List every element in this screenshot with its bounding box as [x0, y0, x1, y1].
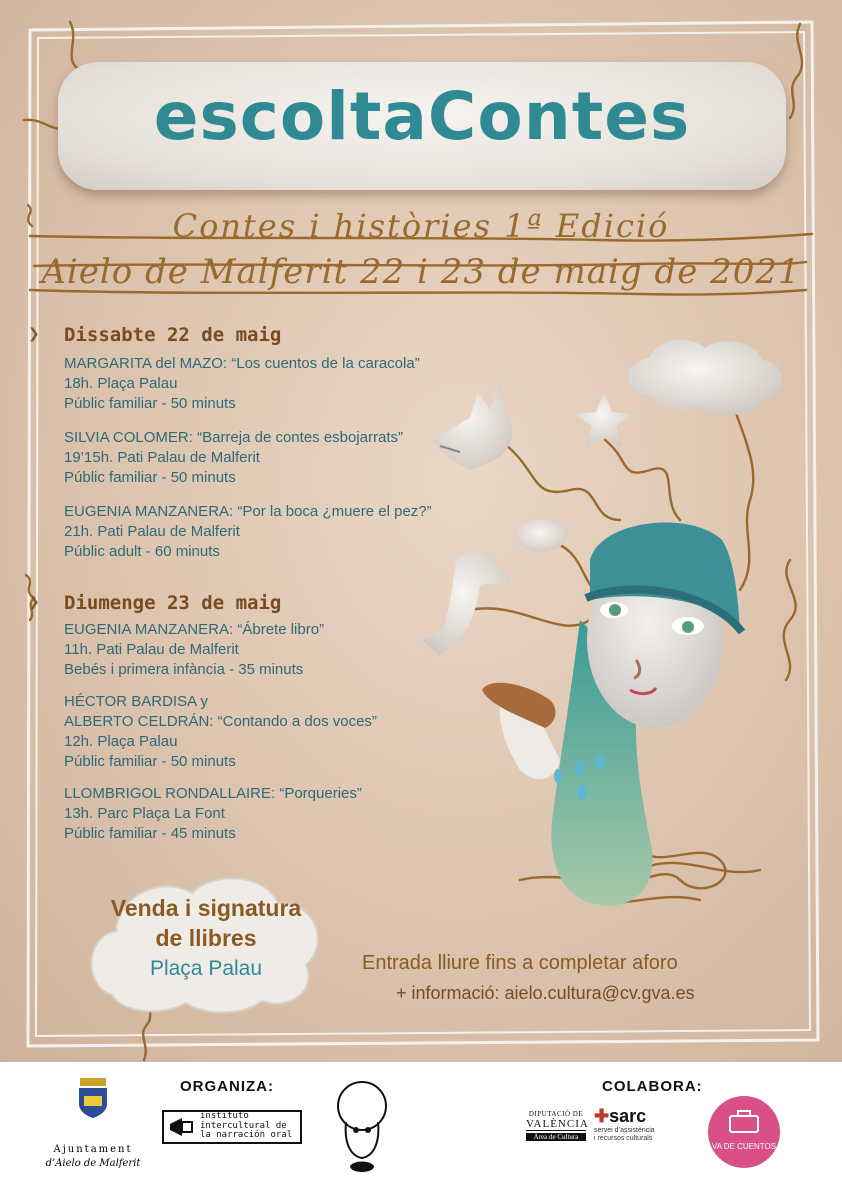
event-title: ALBERTO CELDRÁN: “Contando a dos voces” — [64, 713, 377, 730]
event-audience: Públic familiar - 50 minuts — [64, 469, 236, 486]
event-audience: Públic familiar - 50 minuts — [64, 753, 236, 770]
instituto-line2: intercultural de — [200, 1120, 287, 1131]
event-item — [64, 692, 377, 772]
bottle-icon — [482, 683, 555, 728]
poster-subtitle-place-date: Aielo de Malferit 22 i 23 de maig de 2021 — [41, 252, 801, 292]
suitcase-icon — [728, 1108, 760, 1134]
character-hand — [500, 696, 560, 779]
character-hat — [590, 523, 740, 630]
title-plaque — [58, 62, 786, 190]
event-audience: Públic familiar - 45 minuts — [64, 825, 236, 842]
seashell-icon — [516, 520, 568, 552]
ajuntament-line1: Ajuntament — [53, 1144, 133, 1155]
event-title: EUGENIA MANZANERA: “Ábrete libro” — [64, 621, 325, 638]
coat-of-arms-icon — [76, 1076, 110, 1120]
event-audience: Bebés i primera infància - 35 minuts — [64, 661, 304, 678]
event-time-place: 19’15h. Pati Palau de Malferit — [64, 449, 260, 466]
character-face — [587, 552, 723, 728]
day-bullet-icon: ❯ — [28, 326, 40, 342]
sponsors-footer — [0, 1062, 842, 1191]
book-sale-line1: Venda i signatura — [110, 895, 302, 921]
event-item — [64, 502, 432, 562]
diputacio-line1: DIPUTACIÓ DE — [528, 1110, 584, 1118]
event-time-place: 11h. Pati Palau de Malferit — [64, 641, 239, 658]
event-audience: Públic adult - 60 minuts — [64, 543, 220, 560]
sarc-cross-icon: ✚ — [594, 1106, 610, 1126]
sarc-logo — [594, 1106, 664, 1143]
diputacio-line3: Àrea de Cultura — [526, 1133, 586, 1141]
instituto-line3: la narración oral — [200, 1130, 293, 1140]
instituto-logo — [162, 1110, 302, 1144]
event-item — [64, 784, 362, 844]
megaphone-icon — [168, 1116, 194, 1138]
event-audience: Públic familiar - 50 minuts — [64, 395, 236, 412]
book-sale-cloud — [82, 865, 330, 1015]
day2-heading: Diumenge 23 de maig — [64, 592, 282, 614]
diputacio-line2: VALÈNCIA — [526, 1118, 589, 1130]
event-time-place: 12h. Plaça Palau — [64, 733, 178, 750]
poster-title: escoltaContes — [153, 78, 691, 155]
event-title: SILVIA COLOMER: “Barreja de contes esbojarrats” — [64, 429, 404, 446]
wolf-head-icon — [432, 380, 513, 470]
character-body — [551, 620, 652, 906]
sarc-desc-line1: servei d’assistència — [594, 1127, 655, 1134]
free-entry-text: Entrada lliure fins a completar aforo — [362, 952, 678, 974]
va-de-cuentos-logo — [708, 1096, 780, 1168]
event-item — [64, 428, 403, 488]
event-title: EUGENIA MANZANERA: “Por la boca ¿muere el pez?” — [64, 503, 432, 520]
sarc-name: sarc — [609, 1106, 647, 1126]
event-time-place: 13h. Parc Plaça La Font — [64, 805, 225, 822]
colabora-label: COLABORA: — [602, 1078, 703, 1095]
ajuntament-line2: d’Aielo de Malferit — [45, 1158, 141, 1169]
starfish-icon — [574, 392, 634, 448]
event-time-place: 21h. Pati Palau de Malferit — [64, 523, 240, 540]
mermaid-icon — [422, 551, 512, 656]
organiza-label: ORGANIZA: — [180, 1078, 274, 1095]
info-contact: + informació: aielo.cultura@cv.gva.es — [396, 983, 695, 1003]
sarc-desc-line2: i recursos culturals — [594, 1135, 653, 1142]
book-sale-line2: de llibres — [155, 925, 257, 951]
poster-subtitle-edition: Contes i històries 1ª Edició — [172, 207, 670, 245]
event-time-place: 18h. Plaça Palau — [64, 375, 178, 392]
llombrigol-logo — [330, 1072, 394, 1184]
day-bullet-icon: ❯ — [28, 594, 40, 610]
event-item — [64, 620, 324, 680]
diputacio-logo — [526, 1110, 589, 1141]
vadecuentos-text: VA DE CUENTOS — [711, 1142, 777, 1151]
event-title: LLOMBRIGOL RONDALLAIRE: “Porqueries” — [64, 785, 362, 802]
event-title: MARGARITA del MAZO: “Los cuentos de la caracola” — [64, 355, 420, 372]
day1-heading: Dissabte 22 de maig — [64, 324, 282, 346]
event-item — [64, 354, 420, 414]
book-sale-place: Plaça Palau — [149, 957, 263, 980]
instituto-line1: instituto — [200, 1111, 249, 1121]
event-title: HÉCTOR BARDISA y — [64, 693, 208, 710]
cloud-icon — [628, 340, 782, 415]
